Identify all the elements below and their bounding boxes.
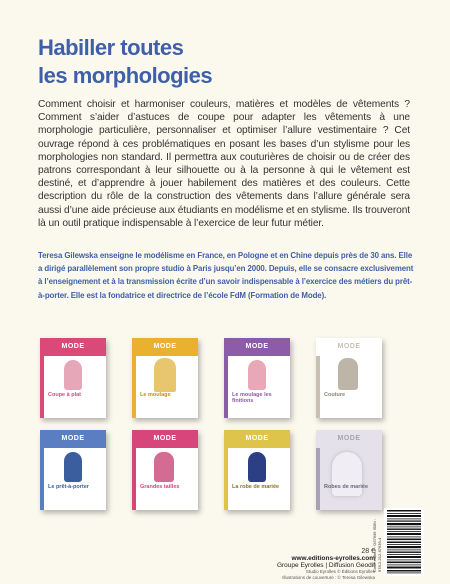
book-title: La robe de mariée — [232, 484, 280, 490]
isbn-barcode — [384, 508, 424, 576]
credits-studio: Studio Eyrolles © Éditions Eyrolles — [305, 569, 375, 574]
book-brand: MODE — [337, 435, 361, 442]
book-title: Le moulage — [140, 392, 171, 398]
book-title: Coupe à plat — [48, 392, 82, 398]
book-description: Comment choisir et harmoniser couleurs, matières et modèles de vêtements ? Comment s’aider d’astuces de coupe pour adapter les vêtements à une morphologie particulière, personnaliser et optimiser l’allure vestimentaire ? Cet ouvrage répond à ces problématiques en posant les bases d’un stylisme pour les morphologies non standard. Il permettra aux couturières de choisir ou de créer des patrons correspondant à leur silhouette ou à la personne à qui le vêtement est destiné, et d’apprendre à jouer habilement des matières et des couleurs. Cette description du rôle de la construction des vêtements dans l’allure générale sera aussi d’une aide précieuse aux étudiants en modélisme et en stylisme. Ils trouveront là un outil pratique indispensable à l’exercice de leur futur métier. — [38, 99, 410, 229]
book-cover-4 — [316, 338, 382, 418]
author-bio-text: enseigne le modélisme en France, en Pologne et en Chine depuis près de 30 ans. Elle a dirigé parallèlement son propre studio à Paris jusqu’en 2000. Depuis, elle se consacre exclusivement à l’enseignement et à la transmission écrite d’un savoir indispensable à l’exercice des métiers du prêt-à-porter. Elle est la fondatrice et directrice de l’école FdM (Formation de Mode). — [38, 251, 414, 300]
book-title: Grandes tailles — [140, 484, 180, 490]
book-brand: MODE — [153, 343, 177, 350]
book-cover-6 — [132, 430, 198, 510]
book-title: Le prêt-à-porter — [48, 484, 89, 490]
book-brand: MODE — [153, 435, 177, 442]
book-title: Le moulage les finitions — [232, 392, 272, 404]
publisher-name: Groupe Eyrolles | Diffusion Geodif — [276, 562, 375, 569]
book-brand: MODE — [337, 343, 361, 350]
publisher-footer — [200, 548, 375, 580]
book-cover-3 — [224, 338, 290, 418]
title-line-2: les morphologies — [38, 63, 213, 88]
book-brand: MODE — [245, 343, 269, 350]
publisher-url: www.editions-eyrolles.com — [291, 555, 375, 562]
book-brand: MODE — [245, 435, 269, 442]
book-cover-7 — [224, 430, 290, 510]
book-brand: MODE — [61, 435, 85, 442]
barcode-graphic — [384, 508, 424, 576]
book-cover-1 — [40, 338, 106, 418]
title-line-1: Habiller toutes — [38, 35, 184, 60]
book-title: Couture — [324, 392, 346, 398]
author-bio — [38, 249, 414, 302]
book-brand: MODE — [61, 343, 85, 350]
cover-title — [38, 34, 338, 90]
barcode-caption: Code éditeur : G67639 ISBN : 978-2-212-67639-4 — [372, 518, 382, 572]
book-title: Robes de mariée — [324, 484, 369, 490]
credits-illustrations: Illustrations de couverture : © Teresa Gilewska — [282, 574, 375, 580]
author-name: Teresa Gilewska — [38, 251, 98, 260]
book-series-grid — [40, 338, 410, 538]
price: 28 € — [361, 548, 375, 555]
book-cover-2 — [132, 338, 198, 418]
book-cover-5 — [40, 430, 106, 510]
book-cover-8 — [316, 430, 382, 510]
